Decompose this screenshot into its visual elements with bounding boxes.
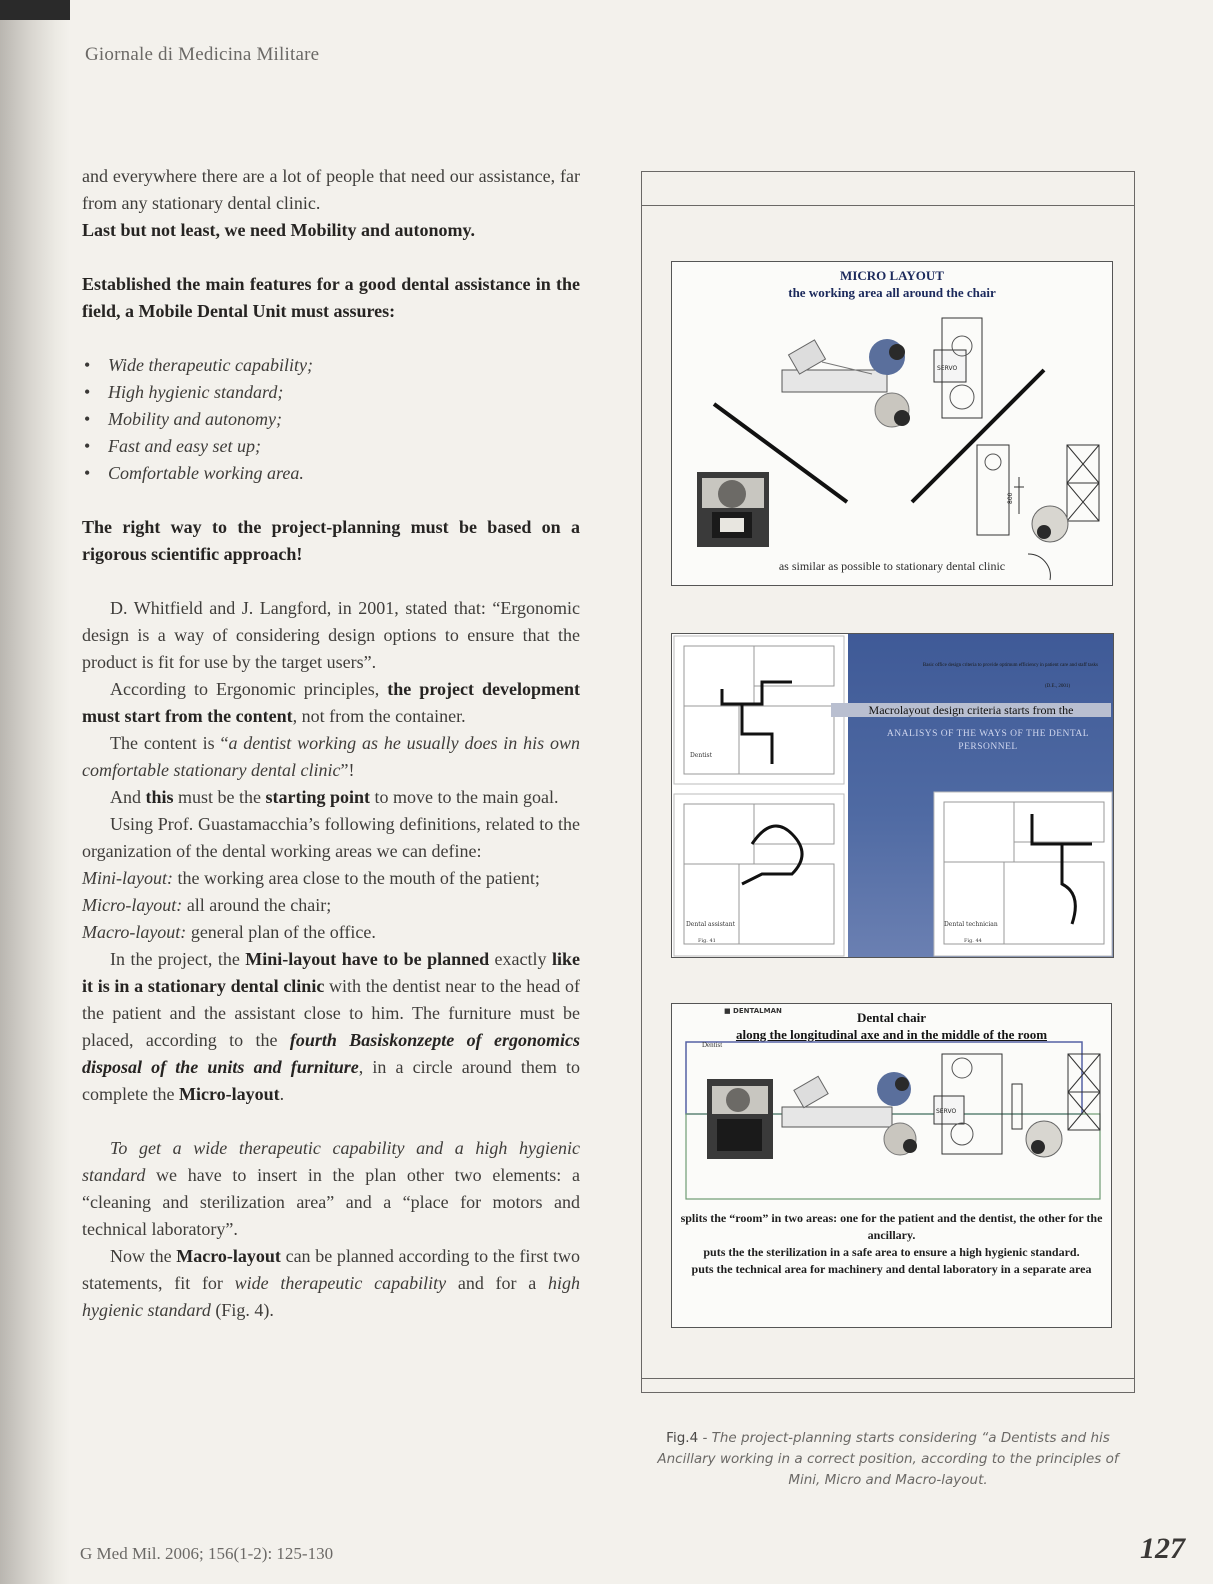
paragraph-approach: The right way to the project-planning must be based on a rigorous scientific approach! [82,517,580,564]
paragraph: To get a wide therapeutic capability and a high hygienic standard we have to insert in the plan other two elements: a “cleaning and sterilization area” and a “place for motors and technical laboratory”. [82,1138,580,1239]
panel-subtitle: along the longitudinal axe and in the middle of the room [735,1027,1048,1042]
paragraph: According to Ergonomic principles, the project development must start from the content, not from the container. [82,679,581,726]
technician-figure [1026,1121,1062,1157]
definition: Mini-layout: the working area close to the mouth of the patient; [82,868,540,888]
caption-line: puts the technical area for machinery and dental laboratory in a separate area [691,1262,1092,1276]
list-item: • High hygienic standard; [82,379,580,406]
svg-text:800: 800 [1007,492,1014,504]
dental-chair-icon [782,370,887,392]
wall-line [912,370,1044,502]
feature-list [82,352,580,487]
panel-footer-text: as similar as possible to stationary dental clinic [778,559,1006,573]
caption-line: splits the “room” in two areas: one for the patient and the dentist, the other for the ancillary. [680,1211,1103,1242]
figure-caption: Fig.4 - The project-planning starts considering “a Dentists and his Ancillary working in a correct position, according to the principles of Mini, Micro and Macro-layout. [657,1430,1119,1488]
page-gutter-shadow [0,0,70,1584]
dentist-label: Dentist [702,1041,723,1049]
macro-heading: Macrolayout design criteria starts from the [831,703,1111,717]
lamp-icon [789,340,826,374]
definition: Micro-layout: all around the chair; [82,895,332,915]
paragraph: D. Whitfield and J. Langford, in 2001, stated that: “Ergonomic design is a way of considering design options to ensure that the product is fit for use by the target users”. [82,598,580,672]
definition: Macro-layout: general plan of the office. [82,922,376,942]
svg-text:SERVO: SERVO [936,1108,957,1115]
figure-panel-micro-layout [671,261,1113,586]
quote-text: Basic office design criteria to provide optimum efficiency in patient care and staff tasks [922,663,1098,668]
dental-chair-drawing [672,1004,1112,1328]
list-item: • Fast and easy set up; [82,433,580,460]
svg-text:SERVO: SERVO [937,365,958,372]
svg-text:Fig. 41: Fig. 41 [698,938,716,944]
panel-title: Dental chair [857,1010,926,1025]
svg-text:Dental technician: Dental technician [944,921,998,928]
lamp-icon [794,1076,828,1107]
running-head: Giornale di Medicina Militare [85,44,320,65]
paragraph: And this must be the starting point to move to the main goal. [110,787,559,807]
list-item: • Wide therapeutic capability; [82,352,580,379]
svg-text:Fig. 44: Fig. 44 [964,938,982,944]
dental-chair-icon [782,1107,892,1127]
panel-subtitle: the working area all around the chair [788,285,996,300]
panel-title: MICRO LAYOUT [840,268,944,283]
sterilization-cabinet [977,445,1009,535]
footer-citation: G Med Mil. 2006; 156(1-2): 125-130 [80,1544,334,1563]
list-item: • Comfortable working area. [82,460,580,487]
figure-rule-top [641,205,1135,206]
figure-panel-dental-chair [671,1003,1112,1328]
paragraph: Using Prof. Guastamacchia’s following definitions, related to the organization of the dental working areas we can define: [82,814,580,861]
svg-text:Dental assistant: Dental assistant [686,921,736,928]
paragraph: and everywhere there are a lot of people that need our assistance, far from any stationary dental clinic. Last but not least, we need Mobility and autonomy. [82,166,580,240]
main-text-column [82,163,580,1324]
paragraph: In the project, the Mini-layout have to be planned exactly like it is in a stationary dental clinic with the dentist near to the head of the patient and the assistant close to him. The furniture must be placed, according to the fourth Basiskonzepte of ergonomics disposal of the units and furniture, in a circle around them to complete the Micro-layout. [82,949,580,1104]
svg-text:Dentist: Dentist [690,752,713,759]
paragraph: The content is “a dentist working as he usually does in his own comfortable stationary dental clinic”! [82,733,580,780]
caption-line: puts the the sterilization in a safe area to ensure a high hygienic standard. [703,1245,1080,1259]
page-number: 127 [1140,1532,1185,1565]
figure-panel-macro-layout [671,633,1114,958]
paragraph-features: Established the main features for a good dental assistance in the field, a Mobile Dental Unit must assures: [82,274,580,321]
quote-source: (D.E., 2001) [1045,684,1070,689]
micro-layout-drawing [672,262,1113,586]
corner-mark [0,0,70,20]
figure-rule-bottom [641,1378,1135,1379]
list-item: • Mobility and autonomy; [82,406,580,433]
macro-highlight: ANALISYS OF THE WAYS OF THE DENTAL PERSONNEL [886,729,1090,752]
technician-figure [1032,506,1068,542]
paragraph: Now the Macro-layout can be planned according to the first two statements, fit for wide therapeutic capability and for a high hygienic standard (Fig. 4). [82,1246,580,1320]
logo-text: ■ DENTALMAN [724,1007,782,1015]
